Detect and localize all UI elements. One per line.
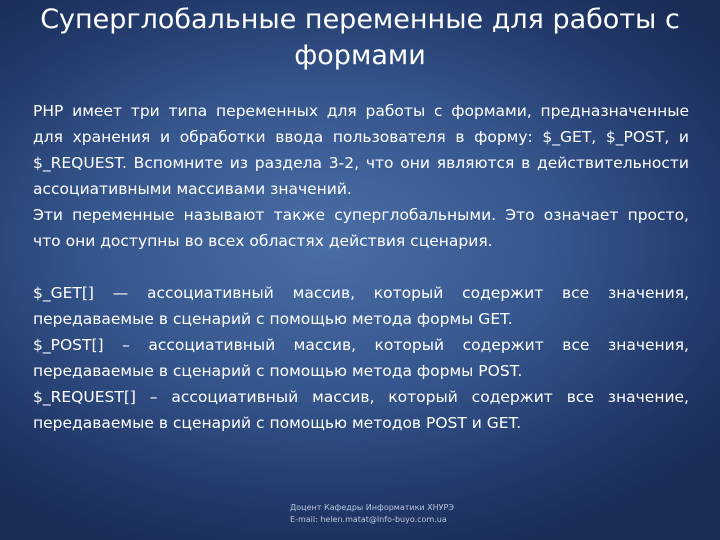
definition-post: $_POST[] – ассоциативный массив, который содержит все значения, передаваемые в сценарий с помощью метода формы POST. [33, 336, 689, 380]
slide-title: Суперглобальные переменные для работы с формами [40, 4, 680, 71]
spacer [33, 254, 689, 280]
definition-get: $_GET[] — ассоциативный массив, который содержит все значения, передаваемые в сценарий с помощью метода формы GET. [33, 284, 689, 328]
intro-paragraph: PHP имеет три типа переменных для работы с формами, предназначенные для хранения и обработки ввода пользователя в форму: $_GET, $_POST, и $_REQUEST. Вспомните из раздела 3-2, что они являются в действительности ассоциативными массивами значений. [33, 102, 689, 198]
superglobal-paragraph: Эти переменные называют также суперглобальными. Это означает просто, что они доступны во всех областях действия сценария. [33, 206, 689, 250]
slide-body [33, 98, 689, 436]
footer-author: Доцент Кафедры Информатики ХНУРЭ [290, 503, 454, 512]
footer-email: E-mail: helen.matat@lnfo-buyo.com.ua [290, 515, 447, 524]
slide-footer [290, 502, 700, 526]
definition-request: $_REQUEST[] – ассоциативный массив, который содержит все значение, передаваемые в сценарий с помощью методов POST и GET. [33, 388, 689, 432]
